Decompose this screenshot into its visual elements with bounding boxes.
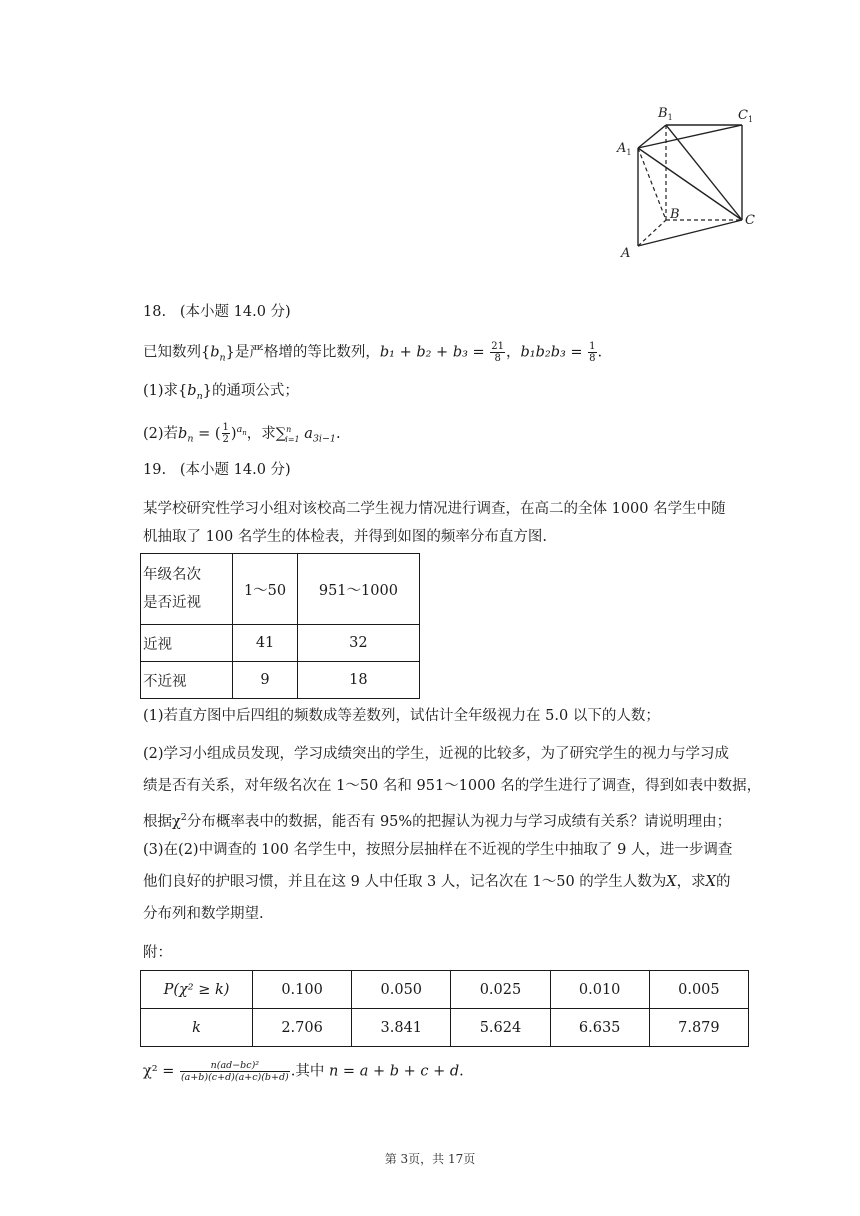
q18-prod-expr: b₁b₂b₃ =: [520, 344, 588, 361]
label-c: C: [745, 213, 755, 228]
q18-stem: 已知数列$\{b_n\}$是严格增的等比数列，b₁ + b₂ + b₃ = $\frac{21}{8}$ ，b₁b₂b₃ = $\frac{1}{8}$ .: [143, 341, 603, 364]
table-cell: 0.050: [352, 971, 451, 1009]
table-cell: 5.624: [451, 1009, 550, 1047]
table-header-cell: 年级名次 是否近视: [141, 554, 233, 625]
row-label: 近视: [141, 625, 233, 662]
table-cell: 0.100: [253, 971, 352, 1009]
table-cell: 41: [233, 625, 298, 662]
table-header-col1: 1～50: [233, 554, 298, 625]
edge-a-c: [638, 220, 742, 246]
page-footer: 第 3页，共 17页: [384, 1152, 476, 1166]
label-b1: $B_1$: [658, 106, 673, 122]
table-cell: 0.010: [550, 971, 649, 1009]
label-c1: $C_1$: [738, 108, 754, 124]
q18-part2: (2)若$b_n$ = ( $\frac{1}{2}$ )$^{a_n}$，求∑$^n_{i=1}$ $a_{3i-1}$.: [143, 422, 341, 446]
edge-a1-b: [638, 148, 666, 220]
edge-a1-c1: [638, 125, 742, 148]
q18-frac-21-8: $\frac{21}{8}$: [491, 341, 505, 364]
label-a1: $A_1$: [617, 141, 632, 157]
q19-part3-line3: 分布列和数学期望.: [143, 906, 264, 922]
q18-stem-text-a: 已知数列: [143, 344, 201, 361]
q18-frac-1-8: $\frac{1}{8}$: [589, 341, 596, 364]
table-row: [141, 1009, 749, 1047]
q18-sum-expr: b₁ + b₂ + b₃ =: [379, 344, 490, 361]
q19-intro-line2: 机抽取了 100 名学生的体检表，并得到如图的频率分布直方图.: [143, 529, 548, 545]
row-label: 不近视: [141, 662, 233, 699]
q19-part3-line1: (3)在(2)中调查的 100 名学生中，按照分层抽样在不近视的学生中抽取了 9 人，进一步调查: [143, 842, 733, 858]
row-label: k: [141, 1009, 253, 1047]
q19-part2-line2: 绩是否有关系，对年级名次在 1～50 名和 951～1000 名的学生进行了调查，得到如表中数据，: [143, 778, 762, 794]
table-row: [141, 971, 749, 1009]
table-cell: 7.879: [649, 1009, 748, 1047]
q19-intro-line1: 某学校研究性学习小组对该校高二学生视力情况进行调查，在高二的全体 1000 名学生中随: [143, 501, 726, 517]
q19-part2-line3: 根据$\chi^2$分布概率表中的数据，能否有 95%的把握认为视力与学习成绩有关系？请说明理由；: [143, 812, 732, 830]
appendix-label: 附：: [143, 945, 172, 961]
q19-part3-line2: 他们良好的护眼习惯，并且在这 9 人中任取 3 人，记名次在 1～50 的学生人数为X，求X的: [143, 874, 731, 890]
label-a: A: [621, 246, 631, 261]
row-label: P(χ² ≥ k): [141, 971, 253, 1009]
table-cell: 2.706: [253, 1009, 352, 1047]
table-row: [141, 554, 420, 625]
table-header-col2: 951～1000: [297, 554, 419, 625]
prism-figure: [608, 100, 768, 266]
table-cell: 0.025: [451, 971, 550, 1009]
label-b: B: [670, 207, 680, 222]
table-cell: 6.635: [550, 1009, 649, 1047]
edge-a1-c: [638, 148, 742, 220]
table-row: [141, 625, 420, 662]
table-row: [141, 662, 420, 699]
q19-part1: (1)若直方图中后四组的频数成等差数列，试估计全年级视力在 5.0 以下的人数；: [143, 708, 660, 724]
q19-header: 19. (本小题 14.0 分): [143, 462, 291, 478]
chi-square-table: [140, 970, 749, 1047]
table-cell: 32: [297, 625, 419, 662]
survey-table: [140, 553, 420, 699]
chi-square-formula: χ² = $\frac{\text{n(ad−bc)²}}{(a+b)(c+d)(a+c)(b+d)}$ .其中 n = a + b + c + d.: [143, 1060, 464, 1083]
table-cell: 3.841: [352, 1009, 451, 1047]
table-cell: 18: [297, 662, 419, 699]
q18-part1: (1)求$\{b_n\}$的通项公式；: [143, 383, 299, 402]
q18-header: 18. (本小题 14.0 分): [143, 304, 291, 320]
table-cell: 0.005: [649, 971, 748, 1009]
table-cell: 9: [233, 662, 298, 699]
q18-stem-text-b: 是严格增的等比数列，: [234, 344, 380, 361]
q19-part2-line1: (2)学习小组成员发现，学习成绩突出的学生，近视的比较多，为了研究学生的视力与学习成: [143, 746, 730, 762]
